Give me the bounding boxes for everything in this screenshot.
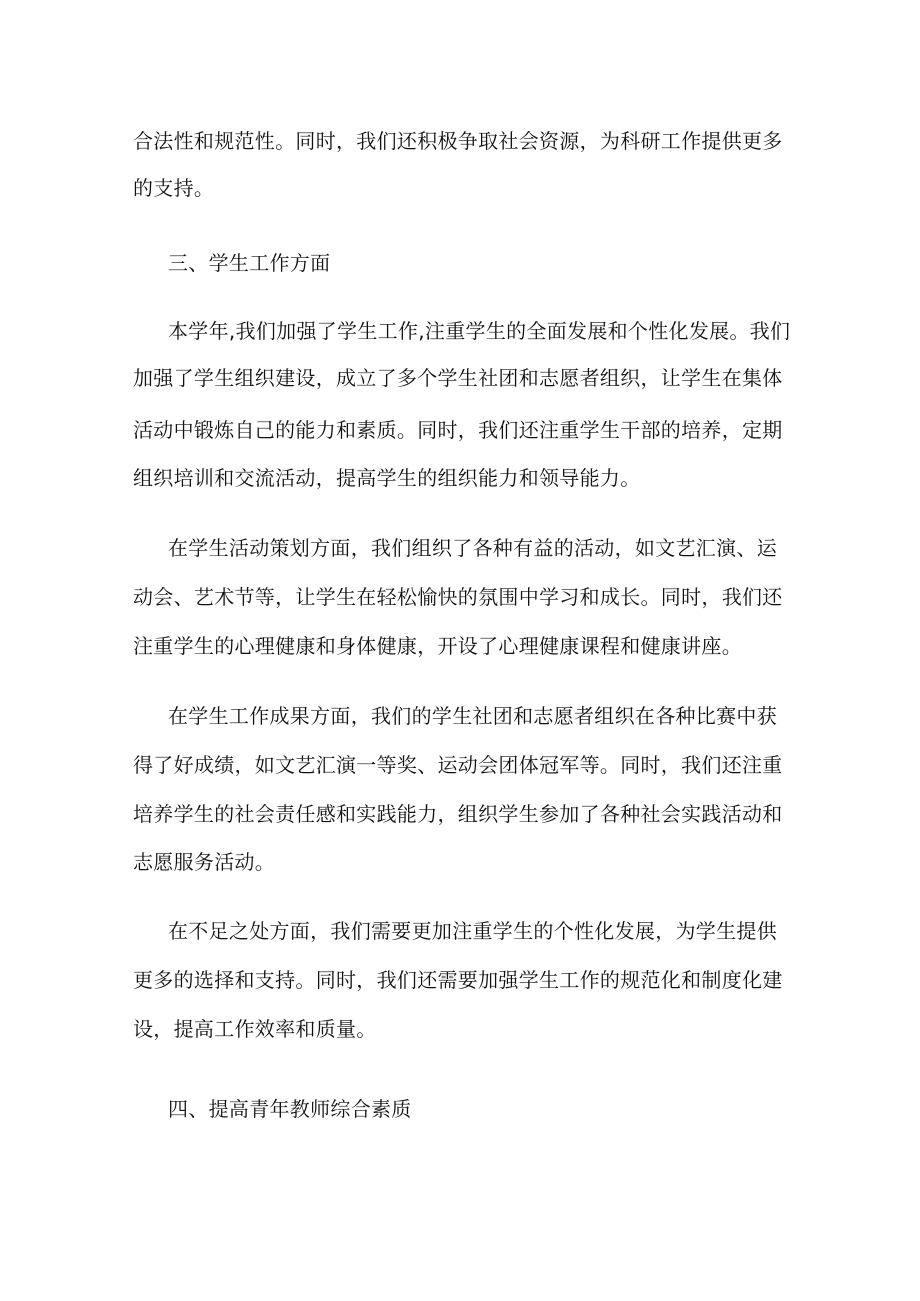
paragraph-line: 活动中锻炼自己的能力和素质。同时，我们还注重学生干部的培养，定期 [133, 418, 783, 442]
section-heading: 四、提高青年教师综合素质 [168, 1097, 412, 1121]
paragraph-line: 得了好成绩，如文艺汇演一等奖、运动会团体冠军等。同时，我们还注重 [133, 753, 783, 777]
paragraph-line: 注重学生的心理健康和身体健康，开设了心理健康课程和健康讲座。 [133, 634, 742, 658]
paragraph-line: 在学生活动策划方面，我们组织了各种有益的活动，如文艺汇演、运 [168, 536, 777, 560]
paragraph-line: 合法性和规范性。同时，我们还积极争取社会资源，为科研工作提供更多 [133, 129, 783, 153]
paragraph-line: 在学生工作成果方面，我们的学生社团和志愿者组织在各种比赛中获 [168, 704, 777, 728]
paragraph-line: 培养学生的社会责任感和实践能力，组织学生参加了各种社会实践活动和 [133, 802, 783, 826]
section-heading: 三、学生工作方面 [168, 251, 331, 275]
paragraph-line: 的支持。 [133, 176, 215, 200]
paragraph-line: 加强了学生组织建设，成立了多个学生社团和志愿者组织，让学生在集体 [133, 366, 783, 390]
paragraph-line: 在不足之处方面，我们需要更加注重学生的个性化发展，为学生提供 [168, 919, 777, 943]
paragraph-line: 设，提高工作效率和质量。 [133, 1017, 377, 1041]
paragraph-line: 志愿服务活动。 [133, 850, 276, 874]
paragraph-line: 更多的选择和支持。同时，我们还需要加强学生工作的规范化和制度化建 [133, 968, 783, 992]
paragraph-line: 本学年,我们加强了学生工作,注重学生的全面发展和个性化发展。我们 [168, 319, 791, 343]
paragraph-line: 组织培训和交流活动，提高学生的组织能力和领导能力。 [133, 466, 641, 490]
paragraph-line: 动会、艺术节等，让学生在轻松愉快的氛围中学习和成长。同时，我们还 [133, 585, 783, 609]
